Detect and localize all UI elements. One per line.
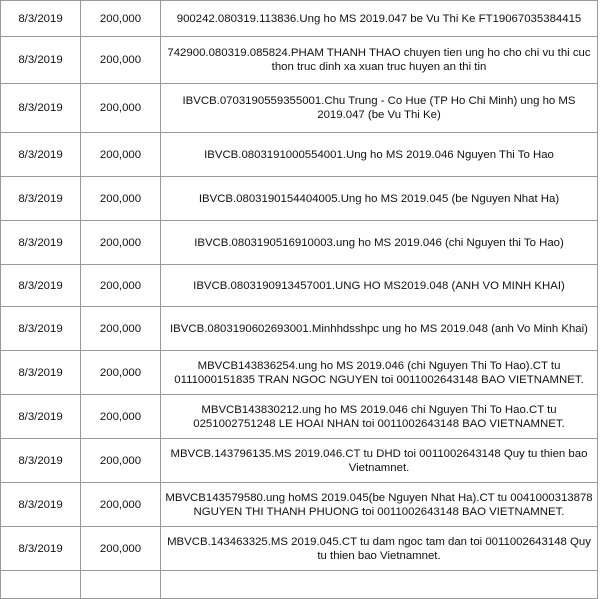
amount-cell [81, 571, 161, 599]
table-row [1, 221, 598, 265]
date-cell: 8/3/2019 [1, 439, 81, 483]
amount-cell: 200,000 [81, 177, 161, 221]
description-cell: IBVCB.0703190559355001.Chu Trung - Co Hue (TP Ho Chi Minh) ung ho MS 2019.047 (be Vu Thi Ke) [161, 84, 598, 133]
description-cell: IBVCB.0803191000554001.Ung ho MS 2019.046 Nguyen Thi To Hao [161, 133, 598, 177]
amount-cell: 200,000 [81, 265, 161, 307]
table-row [1, 177, 598, 221]
date-cell: 8/3/2019 [1, 84, 81, 133]
amount-cell: 200,000 [81, 221, 161, 265]
description-cell: MBVCB143579580.ung hoMS 2019.045(be Nguyen Nhat Ha).CT tu 0041000313878 NGUYEN THI THANH PHUONG toi 0011002643148 BAO VIETNAMNET. [161, 483, 598, 527]
amount-cell: 200,000 [81, 307, 161, 351]
amount-cell: 200,000 [81, 395, 161, 439]
table-row [1, 395, 598, 439]
date-cell: 8/3/2019 [1, 483, 81, 527]
amount-cell: 200,000 [81, 483, 161, 527]
table-row [1, 527, 598, 571]
description-cell: MBVCB.143463325.MS 2019.045.CT tu dam ngoc tam dan toi 0011002643148 Quy tu thien bao Vietnamnet. [161, 527, 598, 571]
table-row [1, 351, 598, 395]
table-row [1, 37, 598, 84]
description-cell: MBVCB.143796135.MS 2019.046.CT tu DHD toi 0011002643148 Quy tu thien bao Vietnamnet. [161, 439, 598, 483]
description-cell: MBVCB143830212.ung ho MS 2019.046 chi Nguyen Thi To Hao.CT tu 0251002751248 LE HOAI NHAN toi 0011002643148 BAO VIETNAMNET. [161, 395, 598, 439]
description-cell: IBVCB.0803190602693001.Minhhdsshpc ung ho MS 2019.048 (anh Vo Minh Khai) [161, 307, 598, 351]
amount-cell: 200,000 [81, 133, 161, 177]
date-cell: 8/3/2019 [1, 307, 81, 351]
description-cell [161, 571, 598, 599]
date-cell: 8/3/2019 [1, 395, 81, 439]
amount-cell: 200,000 [81, 351, 161, 395]
date-cell [1, 571, 81, 599]
table-row [1, 483, 598, 527]
table-row [1, 84, 598, 133]
description-cell: IBVCB.0803190913457001.UNG HO MS2019.048 (ANH VO MINH KHAI) [161, 265, 598, 307]
table-row [1, 265, 598, 307]
table-row [1, 133, 598, 177]
description-cell: 900242.080319.113836.Ung ho MS 2019.047 be Vu Thi Ke FT19067035384415 [161, 1, 598, 37]
date-cell: 8/3/2019 [1, 133, 81, 177]
date-cell: 8/3/2019 [1, 37, 81, 84]
table-row [1, 571, 598, 599]
date-cell: 8/3/2019 [1, 527, 81, 571]
date-cell: 8/3/2019 [1, 177, 81, 221]
description-cell: MBVCB143836254.ung ho MS 2019.046 (chi Nguyen Thi To Hao).CT tu 0111000151835 TRAN NGOC NGUYEN toi 0011002643148 BAO VIETNAMNET. [161, 351, 598, 395]
table-row [1, 439, 598, 483]
date-cell: 8/3/2019 [1, 351, 81, 395]
date-cell: 8/3/2019 [1, 265, 81, 307]
date-cell: 8/3/2019 [1, 221, 81, 265]
amount-cell: 200,000 [81, 527, 161, 571]
table-row [1, 307, 598, 351]
amount-cell: 200,000 [81, 37, 161, 84]
description-cell: 742900.080319.085824.PHAM THANH THAO chuyen tien ung ho cho chi vu thi cuc thon truc dinh xa xuan truc huyen an thi tin [161, 37, 598, 84]
description-cell: IBVCB.0803190516910003.ung ho MS 2019.046 (chi Nguyen thi To Hao) [161, 221, 598, 265]
description-cell: IBVCB.0803190154404005.Ung ho MS 2019.045 (be Nguyen Nhat Ha) [161, 177, 598, 221]
amount-cell: 200,000 [81, 84, 161, 133]
amount-cell: 200,000 [81, 1, 161, 37]
date-cell: 8/3/2019 [1, 1, 81, 37]
amount-cell: 200,000 [81, 439, 161, 483]
table-row [1, 1, 598, 37]
